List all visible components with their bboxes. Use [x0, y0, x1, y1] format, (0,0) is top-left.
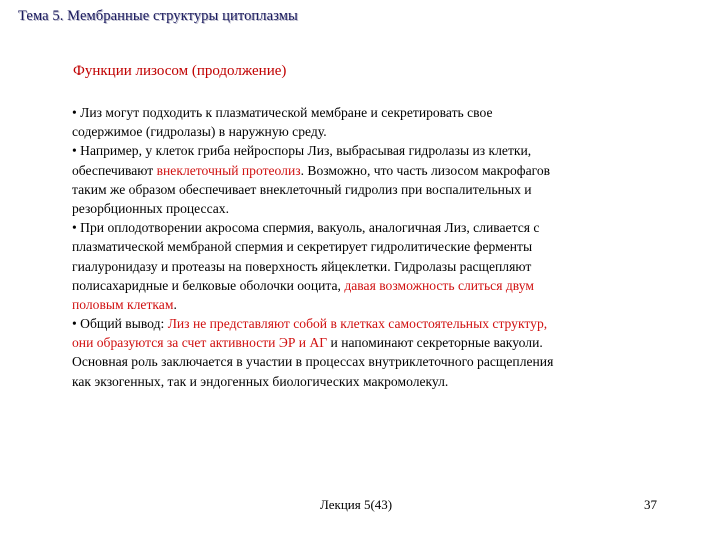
body-text-line [72, 372, 672, 391]
body-text: обеспечивают [72, 162, 157, 178]
body-text-line [72, 314, 672, 333]
body-text: резорбционных процессах. [72, 200, 229, 216]
body-text: • Общий вывод: [72, 316, 168, 332]
body-text: содержимое (гидролазы) в наружную среду. [72, 124, 327, 140]
body-text: • Например, у клеток гриба нейроспоры Лиз, выбрасывая гидролазы из клетки, [72, 143, 532, 159]
slide-title: Функции лизосом (продолжение) [73, 63, 287, 79]
body-text-line [72, 257, 672, 276]
body-text-line [72, 141, 672, 160]
body-text: гиалуронидазу и протеазы на поверхность яйцеклетки. Гидролазы расщепляют [72, 258, 532, 274]
body-text: • Лиз могут подходить к плазматической мембране и секретировать свое [72, 105, 493, 120]
highlighted-text: они образуются за счет активности ЭР и АГ [72, 335, 328, 351]
body-text-line [72, 180, 672, 199]
body-text: плазматической мембраной спермия и секретирует гидролитические ферменты [72, 239, 533, 255]
body-text-line [72, 276, 672, 295]
highlighted-text: давая возможность слиться двум [344, 277, 534, 293]
body-text: и напоминают секреторные вакуоли. [327, 335, 543, 351]
body-text: как экзогенных, так и эндогенных биологических макромолекул. [72, 373, 449, 389]
body-text: . [173, 296, 177, 312]
footer-lecture-label: Лекция 5(43) [320, 497, 393, 512]
body-text-line [72, 218, 672, 237]
body-text-line [72, 237, 672, 256]
body-text: . Возможно, что часть лизосом макрофагов [300, 162, 551, 178]
body-text-line [72, 352, 672, 371]
highlighted-text: внеклеточный протеолиз [156, 162, 301, 178]
body-text: полисахаридные и белковые оболочки ооцита, [72, 277, 345, 293]
highlighted-text: Лиз не представляют собой в клетках самостоятельных структур, [167, 316, 548, 332]
body-text: • При оплодотворении акросома спермия, вакуоль, аналогичная Лиз, сливается с [72, 220, 540, 236]
header-title: Тема 5. Мембранные структуры цитоплазмы [18, 8, 298, 24]
body-text-line [72, 161, 672, 180]
body-text-line [72, 333, 672, 352]
body-text-line [72, 199, 672, 218]
slide-body [72, 103, 672, 391]
page-number: 37 [644, 497, 657, 512]
body-text: Основная роль заключается в участии в процессах внутриклеточного расщепления [72, 354, 554, 370]
body-text-line [72, 122, 672, 141]
body-text-line [72, 295, 672, 314]
highlighted-text: половым клеткам [72, 296, 174, 312]
body-text-line [72, 103, 672, 122]
body-text: таким же образом обеспечивает внеклеточный гидролиз при воспалительных и [72, 181, 532, 197]
